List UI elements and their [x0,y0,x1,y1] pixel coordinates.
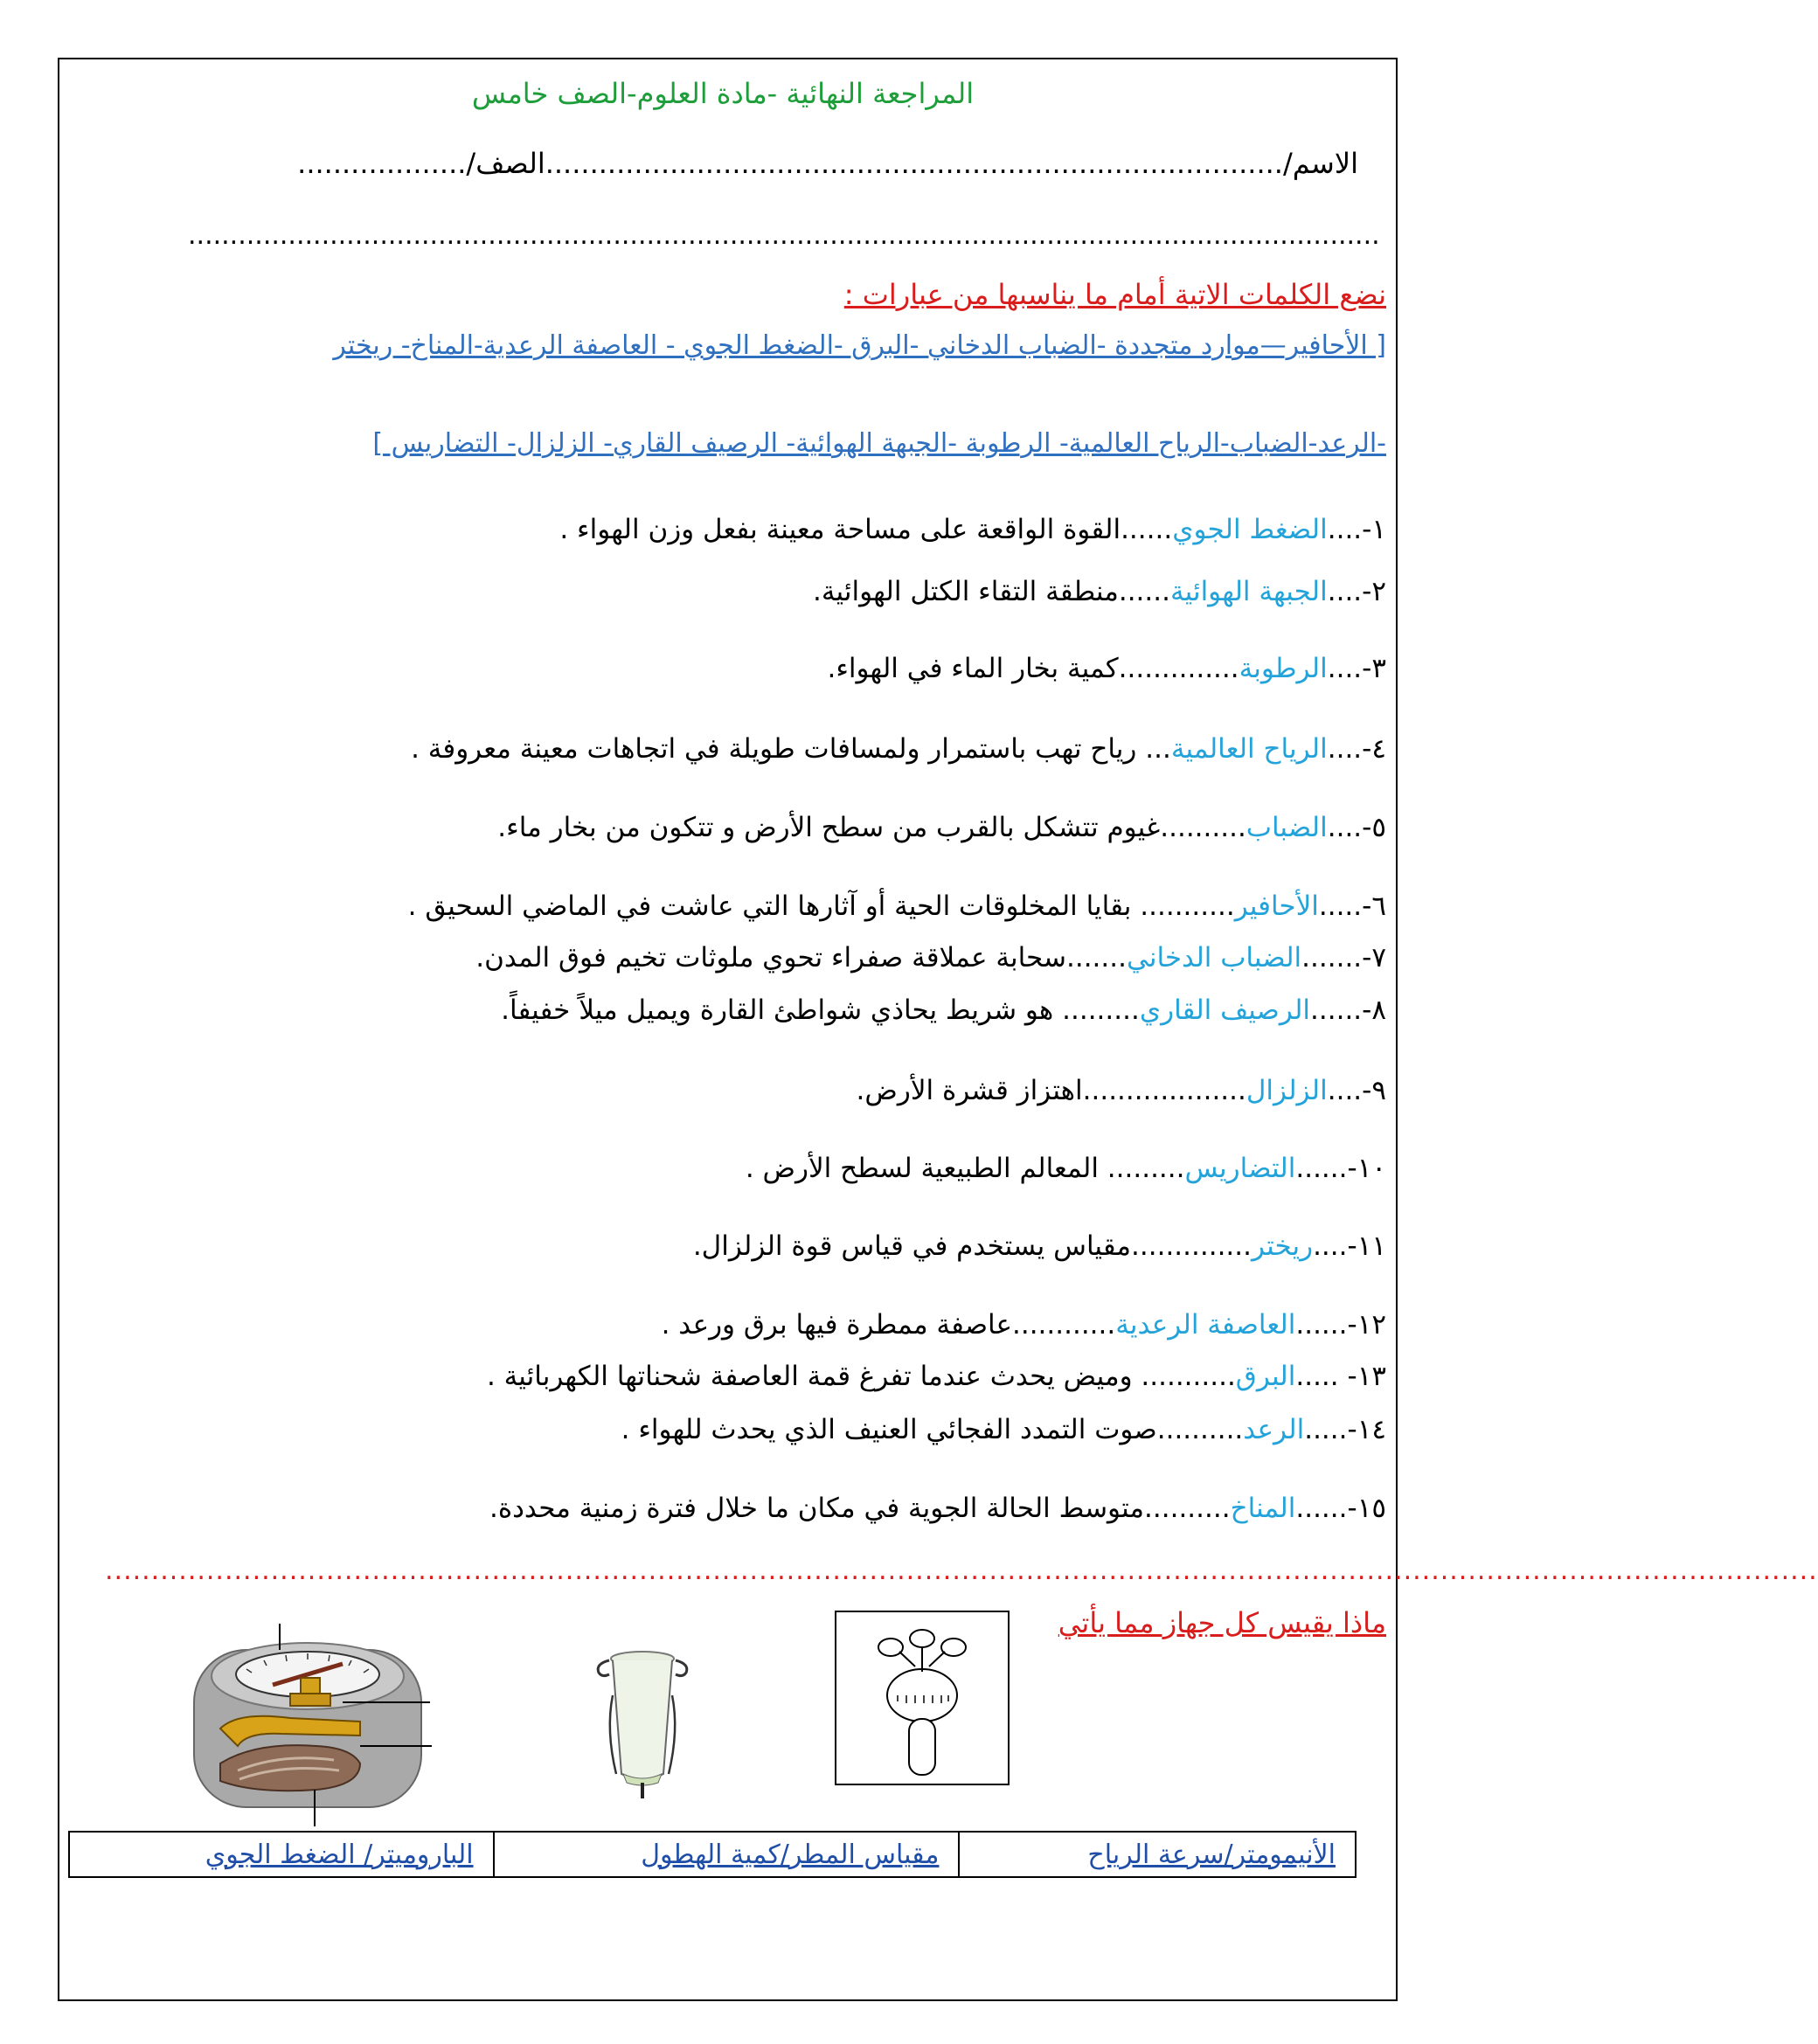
answer: البرق [1235,1361,1296,1392]
answer: الرصيف القاري [1139,994,1311,1026]
item-4: ٤-....الرياح العالمية... رياح تهب باستمرار ولمسافات طويلة في اتجاهات معينة معروفة . [411,733,1386,765]
item-5: ٥-....الضباب..........غيوم تتشكل بالقرب من سطح الأرض و تتكون من بخار ماء. [497,812,1386,843]
section-separator: .......................................................................................................................................................................................... [105,1556,1818,1586]
answer: الرطوبة [1239,653,1328,684]
answer: الرعد [1243,1414,1305,1445]
item-7: ٧-.......الضباب الدخاني.......سحابة عملاقة صفراء تحوي ملوثات تخيم فوق المدن. [475,942,1386,973]
item-8: ٨-......الرصيف القاري......... هو شريط يحاذي شواطئ القارة ويميل ميلاً خفيفاً. [501,994,1386,1026]
item-13: ١٣- .....البرق........... وميض يحدث عندما تفرغ قمة العاصفة شحناتها الكهربائية . [486,1361,1386,1392]
name-class-line[interactable]: الاسم/...................................................................................الصف/................... [297,147,1358,180]
devices-question: ماذا يقيس كل جهاز مما يأتي [1058,1606,1386,1639]
item-15: ١٥-......المناخ..........متوسط الحالة الجوية في مكان ما خلال فترة زمنية محددة. [489,1493,1386,1524]
item-2: ٢-....الجبهة الهوائية......منطقة التقاء الكتل الهوائية. [813,576,1386,607]
rain-gauge-answer: مقياس المطر/كمية الهطول [494,1832,960,1877]
anemometer-icon [835,1611,1010,1785]
item-1: ١-....الضغط الجوي......القوة الواقعة على مساحة معينة بفعل وزن الهواء . [559,514,1386,545]
answer: العاصفة الرعدية [1115,1309,1296,1341]
item-6: ٦-.....الأحافير........... بقايا المخلوقات الحية أو آثارها التي عاشت في الماضي السحيق . [407,890,1386,922]
item-10: ١٠-......التضاريس......... المعالم الطبيعية لسطح الأرض . [745,1153,1386,1184]
devices-answer-table [68,1831,1357,1878]
answer: الأحافير [1234,890,1319,922]
answer: الضباب [1246,812,1328,843]
word-bank-line-2: -الرعد-الضباب-الرياح العالمية- الرطوبة -الجبهة الهوائية- الرصيف القاري- الزلزال- التضاريس ] [372,428,1386,459]
word-bank-line-1: [ الأحافير—موارد متجددة -الضباب الدخاني -البرق -الضغط الجوي - العاصفة الرعدية-المناخ- ريختر [333,330,1386,361]
item-12: ١٢-......العاصفة الرعدية............عاصفة ممطرة فيها برق ورعد . [661,1309,1386,1341]
rain-gauge-icon [590,1643,695,1800]
item-3: ٣-....الرطوبة..............كمية بخار الماء في الهواء. [827,653,1386,684]
answer: ريختر [1252,1230,1314,1262]
answer: الضغط الجوي [1172,514,1328,545]
answer: الضباب الدخاني [1126,942,1302,973]
answer: الرياح العالمية [1170,733,1328,765]
answer: التضاريس [1184,1153,1296,1184]
page-title: المراجعة النهائية -مادة العلوم-الصف خامس [471,77,975,110]
dotted-line: ............................................................................................................................................... [188,220,1380,251]
answer: الجبهة الهوائية [1169,576,1328,607]
anemometer-answer: الأنيمومتر/سرعة الرياح [959,1832,1356,1877]
answer: الزلزال [1246,1075,1328,1106]
answer: المناخ [1230,1493,1296,1524]
item-14: ١٤-.....الرعد..........صوت التمدد الفجائي العنيف الذي يحدث للهواء . [621,1414,1386,1445]
barometer-icon [185,1624,443,1829]
item-9: ٩-....الزلزال...................اهتزاز قشرة الأرض. [856,1075,1386,1106]
item-11: ١١-....ريختر..............مقياس يستخدم في قياس قوة الزلزال. [692,1230,1386,1262]
barometer-answer: الباروميتر/ الضغط الجوي [69,1832,494,1877]
instruction: نضع الكلمات الاتية أمام ما يناسبها من عبارات : [843,278,1386,311]
